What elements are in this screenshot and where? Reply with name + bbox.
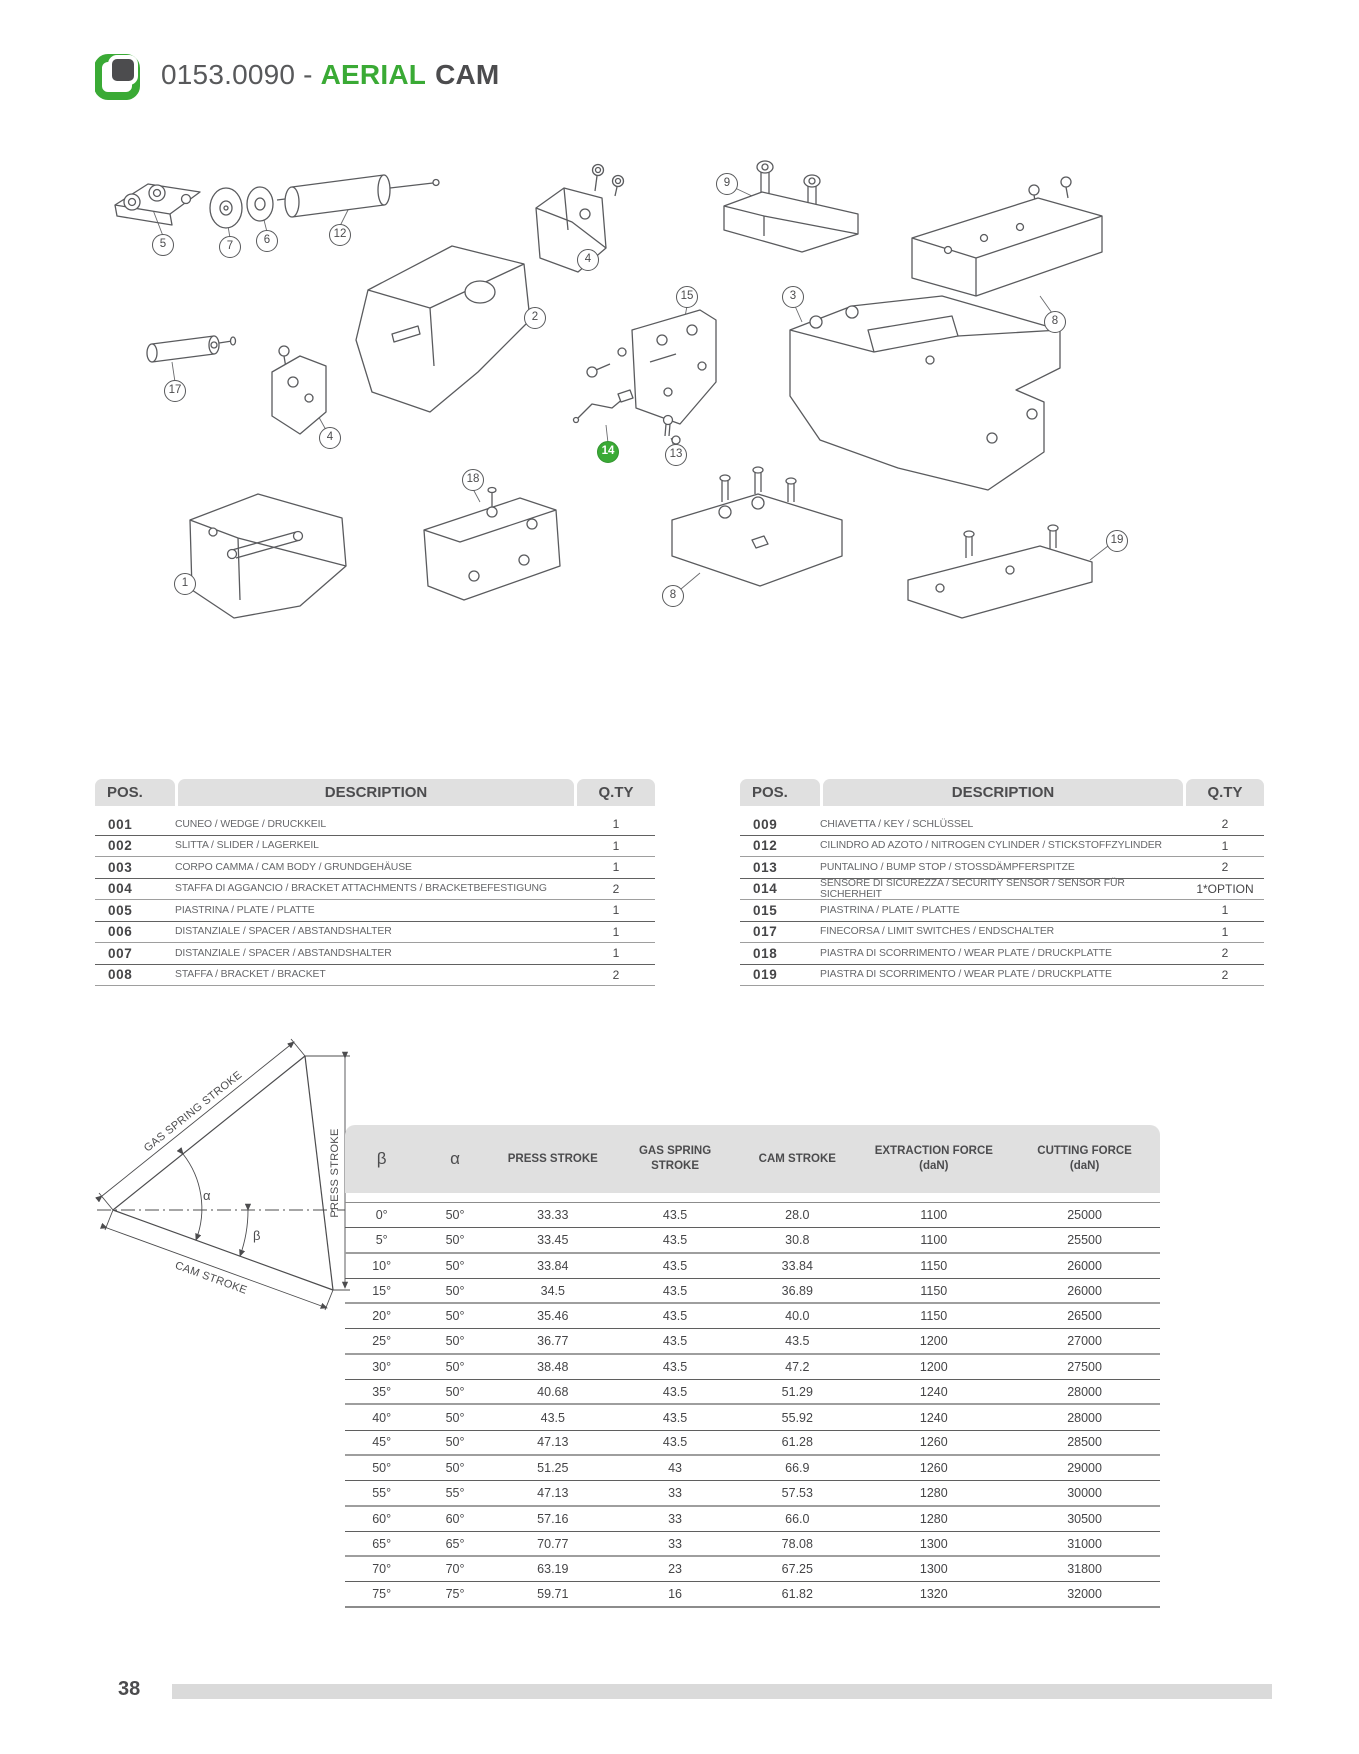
cell-extraction-force: 1150: [920, 1283, 948, 1298]
cell-cutting-force: 26000: [1067, 1258, 1102, 1273]
cell-cutting-force: 29000: [1067, 1461, 1102, 1476]
part-disc-7: [210, 188, 242, 228]
cell-gas-spring-stroke: 43.5: [662, 1309, 688, 1324]
cell-pos: 013: [753, 859, 778, 875]
cell-cutting-force: 26000: [1067, 1283, 1102, 1298]
cell-cam-stroke: 61.28: [781, 1435, 813, 1450]
part-bracket-8-bottom: [672, 467, 842, 586]
cell-qty: 1: [1221, 838, 1229, 853]
cell-description: PUNTALINO / BUMP STOP / STOSSDÄMPFERSPITZE: [820, 861, 1075, 873]
part-code: 0153.0090 -: [161, 59, 321, 90]
cell-extraction-force: 1100: [920, 1208, 948, 1223]
stroke-column-label: GAS SPRING: [638, 1145, 712, 1158]
cell-press-stroke: 38.48: [537, 1359, 569, 1374]
stroke-column-header: [736, 1152, 858, 1167]
cell-qty: 2: [1221, 967, 1229, 982]
part-slider-2: [356, 246, 530, 412]
cell-cam-stroke: 28.0: [785, 1208, 810, 1223]
cell-press-stroke: 33.84: [537, 1258, 569, 1273]
stroke-table-row: [345, 1304, 1160, 1329]
cell-description: PIASTRA DI SCORRIMENTO / WEAR PLATE / DRUCKPLATTE: [820, 969, 1112, 981]
cell-beta: 50°: [372, 1461, 392, 1476]
cell-description: CUNEO / WEDGE / DRUCKKEIL: [175, 818, 327, 830]
cell-extraction-force: 1200: [919, 1359, 948, 1374]
table-row: [740, 965, 1264, 987]
stroke-column-sublabel: STROKE: [651, 1160, 700, 1172]
cell-cutting-force: 27500: [1067, 1359, 1102, 1374]
cell-gas-spring-stroke: 33: [668, 1536, 683, 1551]
footer-bar: [172, 1684, 1272, 1699]
table-row: [95, 814, 655, 836]
table-row: [740, 943, 1264, 965]
part-callout: 6: [256, 230, 278, 252]
column-header-pos: POS.: [740, 779, 820, 806]
stroke-column-label: PRESS STROKE: [507, 1152, 598, 1165]
cell-qty: 2: [612, 967, 620, 982]
cell-cam-stroke: 40.0: [785, 1309, 810, 1324]
cell-cutting-force: 28000: [1067, 1384, 1102, 1399]
part-callout: 17: [164, 380, 186, 402]
table-row: [95, 965, 655, 987]
cell-pos: 012: [753, 838, 778, 854]
cell-description: CHIAVETTA / KEY / SCHLÜSSEL: [820, 818, 974, 830]
part-callout: 9: [716, 173, 738, 195]
table-row: [740, 900, 1264, 922]
cell-press-stroke: 40.68: [537, 1384, 569, 1399]
cell-description: CILINDRO AD AZOTO / NITROGEN CYLINDER / STICKSTOFFZYLINDER: [820, 840, 1162, 852]
cell-gas-spring-stroke: 23: [668, 1562, 683, 1577]
cell-cutting-force: 28500: [1067, 1435, 1102, 1450]
cell-extraction-force: 1300: [919, 1536, 948, 1551]
cell-press-stroke: 47.13: [537, 1435, 569, 1450]
cell-alpha: 50°: [445, 1334, 465, 1349]
stroke-table-row: [345, 1481, 1160, 1506]
cell-gas-spring-stroke: 43.5: [662, 1208, 688, 1223]
cell-alpha: 65°: [445, 1536, 465, 1551]
cell-beta: 30°: [372, 1359, 392, 1374]
stroke-table-header: [345, 1125, 1160, 1193]
cam-stroke-label: CAM STROKE: [173, 1259, 249, 1297]
cell-description: CORPO CAMMA / CAM BODY / GRUNDGEHÄUSE: [175, 861, 412, 873]
press-stroke-label: PRESS STROKE: [329, 1128, 341, 1218]
cell-press-stroke: 34.5: [540, 1283, 565, 1298]
stroke-table-row: [345, 1203, 1160, 1228]
cell-description: SLITTA / SLIDER / LAGERKEIL: [175, 840, 319, 852]
cell-alpha: 50°: [445, 1461, 465, 1476]
column-header-description: DESCRIPTION: [178, 779, 574, 806]
column-header-qty: Q.TY: [1186, 779, 1264, 806]
part-name-dark: CAM: [435, 59, 500, 90]
cell-description: PIASTRA DI SCORRIMENTO / WEAR PLATE / DRUCKPLATTE: [820, 947, 1112, 959]
stroke-column-header: [858, 1144, 1009, 1174]
table-row: [740, 879, 1264, 901]
cell-cam-stroke: 43.5: [785, 1334, 810, 1349]
cell-beta: 25°: [372, 1334, 392, 1349]
part-callout: 8: [662, 585, 684, 607]
part-cam-body-3: [790, 296, 1060, 490]
stroke-column-sublabel: (daN): [1069, 1160, 1100, 1172]
stroke-table-body: [345, 1202, 1160, 1608]
cell-press-stroke: 33.45: [537, 1232, 569, 1247]
cell-extraction-force: 1280: [919, 1485, 948, 1500]
stroke-table-row: [345, 1329, 1160, 1354]
cell-beta: 35°: [372, 1384, 392, 1399]
cell-cutting-force: 31000: [1067, 1536, 1102, 1551]
cell-press-stroke: 63.19: [537, 1562, 569, 1577]
cell-pos: 014: [753, 881, 778, 897]
cell-cam-stroke: 33.84: [781, 1258, 813, 1273]
part-wear-plate-18: [424, 488, 560, 601]
cell-extraction-force: 1280: [919, 1511, 948, 1526]
stroke-table-row: [345, 1254, 1160, 1279]
stroke-table-row: [345, 1380, 1160, 1405]
cell-gas-spring-stroke: 43.5: [662, 1410, 688, 1425]
cell-extraction-force: 1240: [919, 1410, 948, 1425]
table-row: [95, 879, 655, 901]
cell-cam-stroke: 66.9: [785, 1461, 810, 1476]
cell-pos: 007: [108, 945, 133, 961]
cell-press-stroke: 59.71: [537, 1587, 569, 1602]
cell-description: PIASTRINA / PLATE / PLATTE: [820, 904, 960, 916]
cell-gas-spring-stroke: 43.5: [662, 1232, 688, 1247]
cell-gas-spring-stroke: 43.5: [662, 1283, 688, 1298]
cell-alpha: 50°: [445, 1232, 465, 1247]
stroke-column-label: CUTTING FORCE: [1037, 1145, 1132, 1158]
stroke-table-row: [345, 1228, 1160, 1253]
cell-press-stroke: 33.33: [537, 1208, 569, 1223]
part-callout: 2: [524, 307, 546, 329]
table-row: [740, 836, 1264, 858]
cell-beta: 0°: [375, 1208, 388, 1223]
stroke-table-row: [345, 1532, 1160, 1557]
cell-cutting-force: 25500: [1067, 1232, 1102, 1247]
cell-extraction-force: 1260: [919, 1461, 948, 1476]
cell-alpha: 70°: [445, 1562, 465, 1577]
cell-extraction-force: 1150: [920, 1309, 948, 1324]
cell-description: DISTANZIALE / SPACER / ABSTANDSHALTER: [175, 947, 392, 959]
cell-pos: 005: [108, 902, 133, 918]
cell-alpha: 50°: [445, 1208, 465, 1223]
alpha-arc: [183, 1154, 202, 1240]
cell-gas-spring-stroke: 43.5: [662, 1359, 688, 1374]
cell-alpha: 50°: [445, 1309, 465, 1324]
cell-gas-spring-stroke: 43.5: [662, 1258, 688, 1273]
column-header-description: DESCRIPTION: [823, 779, 1183, 806]
cell-pos: 015: [753, 902, 778, 918]
beta-label: β: [253, 1228, 261, 1243]
cell-extraction-force: 1100: [920, 1232, 948, 1247]
stroke-column-header: [1009, 1144, 1160, 1174]
cell-gas-spring-stroke: 43: [668, 1461, 683, 1476]
exploded-view: [0, 0, 1359, 700]
table-row: [740, 922, 1264, 944]
cam-dim-extensions: [105, 1210, 333, 1310]
cell-extraction-force: 1300: [919, 1562, 948, 1577]
cell-cam-stroke: 78.08: [781, 1536, 813, 1551]
stroke-column-header: [418, 1148, 491, 1170]
gas-spring-line: [113, 1056, 305, 1210]
press-dim-extensions: [305, 1056, 350, 1290]
page-number: 38: [118, 1678, 141, 1700]
cell-beta: 75°: [372, 1587, 392, 1602]
cell-qty: 1: [612, 838, 620, 853]
cell-description: STAFFA DI AGGANCIO / BRACKET ATTACHMENTS / BRACKETBEFESTIGUNG: [175, 883, 547, 895]
cam-dimension-line: [107, 1228, 327, 1308]
table-row: [740, 857, 1264, 879]
cell-cutting-force: 26500: [1067, 1309, 1102, 1324]
cell-gas-spring-stroke: 43.5: [662, 1384, 688, 1399]
cell-cutting-force: 25000: [1067, 1208, 1102, 1223]
cell-gas-spring-stroke: 33: [668, 1511, 683, 1526]
cell-pos: 003: [108, 859, 133, 875]
cell-qty: 1*OPTION: [1196, 881, 1254, 896]
stroke-column-header: [614, 1144, 736, 1174]
cell-beta: 40°: [372, 1410, 392, 1425]
cell-beta: 5°: [375, 1232, 388, 1247]
cell-qty: 1: [612, 817, 620, 832]
part-bracket-plate-8-top: [912, 177, 1102, 296]
cell-cutting-force: 30500: [1067, 1511, 1102, 1526]
cell-alpha: 55°: [445, 1485, 465, 1500]
stroke-table-row: [345, 1279, 1160, 1304]
stroke-column-header: [345, 1148, 418, 1170]
cell-cutting-force: 28000: [1067, 1410, 1102, 1425]
stroke-column-label: β: [376, 1148, 387, 1168]
stroke-table-row: [345, 1355, 1160, 1380]
cell-cam-stroke: 51.29: [781, 1384, 813, 1399]
cell-gas-spring-stroke: 43.5: [662, 1435, 688, 1450]
part-callout: 4: [577, 249, 599, 271]
part-callout: 4: [319, 427, 341, 449]
cell-alpha: 50°: [445, 1359, 465, 1374]
cell-qty: 2: [1221, 817, 1229, 832]
cell-pos: 001: [108, 816, 133, 832]
stroke-table-row: [345, 1456, 1160, 1481]
alpha-label: α: [203, 1188, 211, 1203]
stroke-table-row: [345, 1582, 1160, 1607]
cell-description: STAFFA / BRACKET / BRACKET: [175, 969, 326, 981]
cell-extraction-force: 1200: [919, 1334, 948, 1349]
part-callout: 1: [174, 573, 196, 595]
parts-table-right-body: [740, 814, 1264, 986]
part-callout: 19: [1106, 530, 1128, 552]
part-security-sensor-14: [574, 390, 634, 423]
cell-pos: 019: [753, 967, 778, 983]
part-callout: 15: [676, 286, 698, 308]
cell-cutting-force: 30000: [1067, 1485, 1102, 1500]
cell-qty: 1: [1221, 903, 1229, 918]
cell-qty: 1: [612, 860, 620, 875]
cell-alpha: 50°: [445, 1384, 465, 1399]
table-row: [95, 943, 655, 965]
cell-cam-stroke: 67.25: [781, 1562, 813, 1577]
cell-extraction-force: 1260: [919, 1435, 948, 1450]
cell-pos: 004: [108, 881, 133, 897]
cell-beta: 70°: [372, 1562, 392, 1577]
part-nitrogen-cylinder-12: [277, 175, 439, 217]
part-disc-6: [247, 187, 273, 221]
cell-pos: 008: [108, 967, 133, 983]
cell-press-stroke: 70.77: [537, 1536, 569, 1551]
cell-beta: 60°: [372, 1511, 392, 1526]
cell-beta: 45°: [372, 1435, 392, 1450]
cell-press-stroke: 47.13: [537, 1485, 569, 1500]
stroke-table-row: [345, 1405, 1160, 1430]
cell-beta: 65°: [372, 1536, 392, 1551]
cell-pos: 006: [108, 924, 133, 940]
stroke-column-header: [492, 1152, 614, 1167]
part-wedge-1: [190, 494, 346, 618]
part-name-green: AERIAL: [320, 59, 427, 90]
cell-pos: 009: [753, 816, 778, 832]
parts-table-left-body: [95, 814, 655, 986]
stroke-angle-diagram: [95, 1028, 350, 1318]
cell-description: FINECORSA / LIMIT SWITCHES / ENDSCHALTER: [820, 926, 1055, 938]
cell-pos: 018: [753, 945, 778, 961]
parts-table-left: [95, 779, 655, 986]
stroke-table-row: [345, 1507, 1160, 1532]
cell-qty: 2: [1221, 946, 1229, 961]
cell-press-stroke: 43.5: [540, 1410, 565, 1425]
cell-beta: 10°: [372, 1258, 392, 1273]
part-callout: 12: [329, 224, 351, 246]
cell-press-stroke: 35.46: [537, 1309, 569, 1324]
cell-cutting-force: 27000: [1067, 1334, 1102, 1349]
cell-gas-spring-stroke: 33: [668, 1485, 683, 1500]
table-row: [95, 922, 655, 944]
cell-beta: 55°: [372, 1485, 392, 1500]
cell-pos: 017: [753, 924, 778, 940]
part-wear-plate-19: [908, 525, 1092, 618]
cell-description: SENSORE DI SICUREZZA / SECURITY SENSOR / SENSOR FÜR SICHERHEIT: [820, 877, 1125, 900]
part-bracket-4-left: [272, 346, 326, 434]
parts-table-right: [740, 779, 1264, 986]
part-callout: 7: [219, 236, 241, 258]
cell-cam-stroke: 36.89: [781, 1283, 813, 1298]
cell-qty: 1: [612, 924, 620, 939]
cell-cam-stroke: 47.2: [785, 1359, 810, 1374]
cell-cam-stroke: 55.92: [781, 1410, 813, 1425]
stroke-table-row: [345, 1557, 1160, 1582]
part-callout: 18: [462, 469, 484, 491]
table-row: [95, 857, 655, 879]
cell-cam-stroke: 57.53: [781, 1485, 813, 1500]
column-header-qty: Q.TY: [577, 779, 655, 806]
cell-description: PIASTRINA / PLATE / PLATTE: [175, 904, 315, 916]
cell-beta: 15°: [372, 1283, 392, 1298]
cell-alpha: 50°: [445, 1258, 465, 1273]
stroke-table-row: [345, 1431, 1160, 1456]
cell-press-stroke: 51.25: [537, 1461, 569, 1476]
part-limit-switch-17: [147, 336, 236, 362]
table-row: [740, 814, 1264, 836]
gas-dimension-line: [102, 1042, 294, 1196]
column-header-pos: POS.: [95, 779, 175, 806]
stroke-column-sublabel: (daN): [919, 1160, 949, 1172]
cell-alpha: 50°: [445, 1435, 465, 1450]
cell-qty: 2: [612, 881, 620, 896]
gas-spring-stroke-label: GAS SPRING STROKE: [141, 1068, 245, 1155]
parts-table-right-header: [740, 779, 1264, 806]
stroke-data-table: [345, 1125, 1160, 1608]
cell-extraction-force: 1320: [919, 1587, 948, 1602]
part-callout: 5: [152, 234, 174, 256]
cell-description: DISTANZIALE / SPACER / ABSTANDSHALTER: [175, 926, 392, 938]
part-callout: 13: [665, 444, 687, 466]
part-callout: 3: [782, 286, 804, 308]
cell-gas-spring-stroke: 16: [668, 1587, 683, 1602]
cell-cutting-force: 31800: [1067, 1562, 1102, 1577]
cell-gas-spring-stroke: 43.5: [662, 1334, 688, 1349]
cell-pos: 002: [108, 838, 133, 854]
table-row: [95, 836, 655, 858]
cell-qty: 1: [612, 903, 620, 918]
part-key-assembly-9: [724, 161, 858, 252]
cell-qty: 1: [612, 946, 620, 961]
stroke-column-label: α: [450, 1148, 460, 1168]
beta-arc: [240, 1210, 248, 1256]
cell-extraction-force: 1240: [919, 1384, 948, 1399]
cell-alpha: 50°: [445, 1410, 465, 1425]
parts-table-left-header: [95, 779, 655, 806]
cell-press-stroke: 57.16: [537, 1511, 569, 1526]
cell-alpha: 60°: [445, 1511, 465, 1526]
cell-qty: 1: [1221, 924, 1229, 939]
cell-cam-stroke: 61.82: [781, 1587, 813, 1602]
part-callout: 8: [1044, 311, 1066, 333]
cell-cam-stroke: 30.8: [785, 1232, 810, 1247]
stroke-column-label: EXTRACTION FORCE: [874, 1145, 993, 1158]
cell-alpha: 75°: [445, 1587, 465, 1602]
cell-alpha: 50°: [445, 1283, 465, 1298]
cell-extraction-force: 1150: [920, 1258, 948, 1273]
part-callout: 14: [597, 441, 619, 463]
cell-cutting-force: 32000: [1067, 1587, 1102, 1602]
cell-cam-stroke: 66.0: [785, 1511, 810, 1526]
stroke-column-label: CAM STROKE: [758, 1152, 836, 1165]
cell-qty: 2: [1221, 860, 1229, 875]
cell-press-stroke: 36.77: [537, 1334, 569, 1349]
part-bracket-link-5: [115, 184, 200, 225]
gas-dim-extensions: [99, 1039, 305, 1210]
table-row: [95, 900, 655, 922]
cell-beta: 20°: [372, 1309, 392, 1324]
